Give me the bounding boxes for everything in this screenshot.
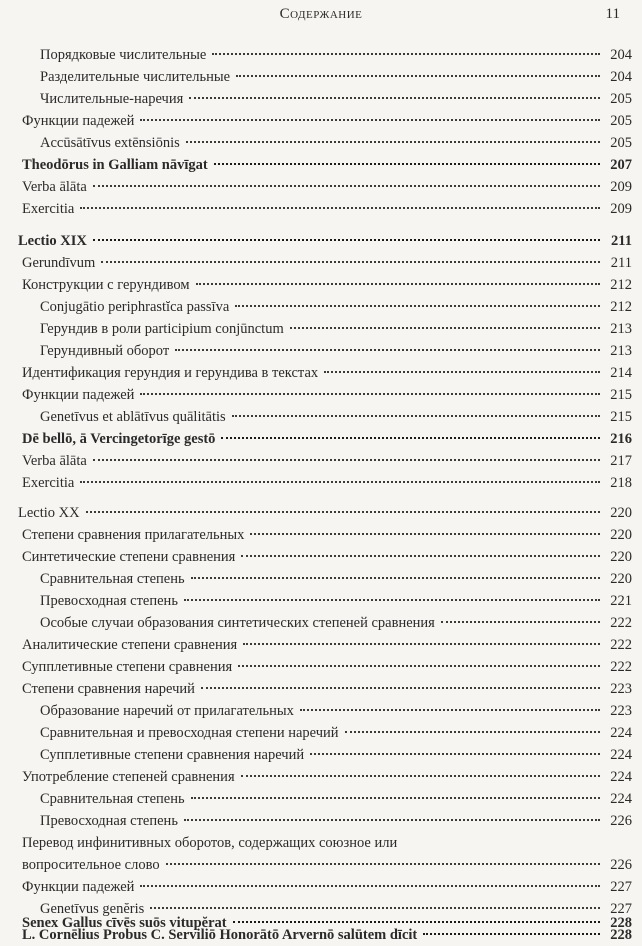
dot-leader [191,797,600,799]
toc-entry-page: 205 [610,135,632,151]
toc-entry-page: 226 [610,813,632,829]
toc-entry-title: Образование наречий от прилагательных [40,703,294,719]
toc-entry[interactable] [0,832,642,854]
toc-entry-page: 220 [610,527,632,543]
toc-entry-page: 220 [610,571,632,587]
toc-entry-title: Числительные-наречия [40,91,184,107]
toc-entry-title: Exercitia [22,475,75,491]
dot-leader [233,921,600,923]
toc-entry-title: Синтетические степени сравнения [22,549,236,565]
toc-entry-title: Степени сравнения прилагательных [22,527,245,543]
dot-leader [324,371,600,373]
toc-entry-title: Разделительные числительные [40,69,231,85]
toc-entry[interactable] [0,502,642,524]
dot-leader [423,933,600,935]
toc-entry[interactable] [0,722,642,744]
toc-entry[interactable] [0,612,642,634]
toc-entry[interactable] [0,450,642,472]
toc-entry[interactable] [0,546,642,568]
toc-entry-title: Genetīvus genĕris [40,901,145,917]
toc-entry[interactable] [0,854,642,876]
toc-entry-page: 213 [610,321,632,337]
toc-entry-page: 222 [610,659,632,675]
toc-entry[interactable] [0,590,642,612]
dot-leader [184,599,600,601]
toc-entry-page: 211 [610,255,632,271]
toc-entry-page: 224 [610,725,632,741]
dot-leader [93,185,600,187]
dot-leader [189,97,600,99]
toc-entry-title: Супплетивные степени сравнения [22,659,233,675]
toc-entry[interactable] [0,274,642,296]
dot-leader [150,907,600,909]
dot-leader [101,261,600,263]
toc-entry-title: Функции падежей [22,113,135,129]
toc-entry-page: 218 [610,475,632,491]
toc-entry[interactable] [0,678,642,700]
dot-leader [86,511,600,513]
dot-leader [80,481,600,483]
toc-entry[interactable] [0,744,642,766]
running-head-page-number: 11 [605,6,620,22]
dot-leader [184,819,600,821]
toc-entry-title: Герундив в роли participium conjūnctum [40,321,284,337]
dot-leader [191,577,600,579]
dot-leader [175,349,600,351]
dot-leader [196,283,600,285]
toc-entry-title: Verba ālāta [22,453,87,469]
toc-entry[interactable] [0,656,642,678]
toc-entry-title: вопросительное слово [22,857,160,873]
toc-entry-title: Сравнительная степень [40,791,185,807]
dot-leader [201,687,600,689]
toc-entry-page: 224 [610,769,632,785]
toc-entry[interactable] [0,296,642,318]
dot-leader [243,643,600,645]
toc-entry[interactable] [0,340,642,362]
dot-leader [310,753,600,755]
toc-entry-title: Функции падежей [22,387,135,403]
toc-entry-page: 222 [610,615,632,631]
toc-entry-page: 212 [610,299,632,315]
toc-entry-title: Сравнительная степень [40,571,185,587]
toc-entry[interactable] [0,154,642,176]
toc-entry-page: 214 [610,365,632,381]
dot-leader [236,75,600,77]
toc-entry-page: 209 [610,179,632,195]
toc-entry-title: Senex Gallus cīvēs suōs vitupĕrat [22,915,227,931]
toc-entry-page: 228 [610,915,632,931]
toc-entry[interactable] [0,428,642,450]
toc-entry[interactable] [0,810,642,832]
dot-leader [241,555,600,557]
dot-leader [250,533,600,535]
toc-entry-page: 212 [610,277,632,293]
running-head-title: Содержание [279,6,363,22]
toc-entry[interactable] [0,700,642,722]
dot-leader [238,665,600,667]
toc-entry-page: 223 [610,681,632,697]
dot-leader [80,207,600,209]
toc-entry-title: Genetīvus et ablātīvus quālitātis [40,409,226,425]
dot-leader [140,393,600,395]
toc-entry-title: Verba ālāta [22,179,87,195]
toc-entry-page: 226 [610,857,632,873]
dot-leader [166,863,600,865]
toc-entry-page: 204 [610,69,632,85]
toc-entry-title: Сравнительная и превосходная степени наречий [40,725,339,741]
toc-entry-page: 204 [610,47,632,63]
toc-entry-page: 215 [610,387,632,403]
toc-entry[interactable] [0,766,642,788]
toc-entry-title: Gerundīvum [22,255,96,271]
toc-entry-page: 205 [610,91,632,107]
toc-entry[interactable] [0,252,642,274]
toc-entry[interactable] [0,362,642,384]
toc-entry[interactable] [0,924,642,946]
toc-entry-title: Идентификация герундия и герундива в текстах [22,365,319,381]
toc-entry-page: 211 [611,233,632,249]
dot-leader [221,437,600,439]
toc-entry-title: Степени сравнения наречий [22,681,195,697]
toc-entry[interactable] [0,230,642,252]
toc-entry-title: Превосходная степень [40,593,178,609]
toc-entry-title: Dē bellō, ā Vercingetorīge gestō [22,431,216,447]
dot-leader [140,119,600,121]
toc-entry-page: 221 [610,593,632,609]
toc-entry-page: 217 [610,453,632,469]
toc-entry-title: Функции падежей [22,879,135,895]
toc-entry[interactable] [0,524,642,546]
dot-leader [212,53,600,55]
toc-entry-page: 227 [610,879,632,895]
dot-leader [93,239,600,241]
toc-entry-page: 213 [610,343,632,359]
dot-leader [186,141,600,143]
toc-entry-page: 209 [610,201,632,217]
toc-entry-title: Lectio XIX [18,233,87,249]
toc-entry-title: Порядковые числительные [40,47,207,63]
toc-entry-title: Accūsātīvus extēnsiōnis [40,135,180,151]
toc-entry[interactable] [0,110,642,132]
toc-entry-page: 222 [610,637,632,653]
toc-entry[interactable] [0,634,642,656]
toc-entry[interactable] [0,66,642,88]
toc-entry[interactable] [0,44,642,66]
toc-entry[interactable] [0,472,642,494]
dot-leader [93,459,600,461]
toc-entry-title: Конструкции с герундивом [22,277,190,293]
toc-entry-title: Употребление степеней сравнения [22,769,235,785]
toc-entry-title: Супплетивные степени сравнения наречий [40,747,305,763]
toc-entry-page: 220 [610,549,632,565]
toc-entry-title: Аналитические степени сравнения [22,637,238,653]
toc-entry[interactable] [0,132,642,154]
dot-leader [214,163,600,165]
dot-leader [232,415,600,417]
toc-entry-page: 224 [610,791,632,807]
toc-entry[interactable] [0,384,642,406]
toc-entry[interactable] [0,568,642,590]
toc-entry-title: Theodōrus in Galliam nāvīgat [22,157,208,173]
toc-entry[interactable] [0,318,642,340]
toc-entry-title: L. Cornēlius Probus C. Serviliō Honorātō Arvernō salūtem dīcit [22,927,418,943]
toc-entry-page: 216 [610,431,632,447]
toc-entry-title: Герундивный оборот [40,343,170,359]
toc-entry-page: 220 [610,505,632,521]
toc-entry-title: Перевод инфинитивных оборотов, содержащих союзное или [22,835,398,851]
toc-entry[interactable] [0,406,642,428]
toc-entry-page: 207 [610,157,632,173]
dot-leader [345,731,600,733]
dot-leader [235,305,600,307]
toc-entry[interactable] [0,176,642,198]
toc-entry-page: 215 [610,409,632,425]
dot-leader [140,885,600,887]
toc-entry[interactable] [0,198,642,220]
toc-entry[interactable] [0,876,642,898]
toc-entry-title: Exercitia [22,201,75,217]
toc-entry[interactable] [0,88,642,110]
toc-entry-page: 227 [610,901,632,917]
toc-entry[interactable] [0,788,642,810]
toc-entry-title: Conjugātio periphrastĭca passīva [40,299,230,315]
dot-leader [290,327,600,329]
toc-entry-page: 223 [610,703,632,719]
dot-leader [300,709,600,711]
toc-entry-title: Lectio XX [18,505,80,521]
dot-leader [441,621,600,623]
toc-entry-title: Особые случаи образования синтетических степеней сравнения [40,615,435,631]
toc-entry-page: 228 [610,927,632,943]
toc-entry-title: Превосходная степень [40,813,178,829]
toc-entry-page: 205 [610,113,632,129]
toc-entry-page: 224 [610,747,632,763]
dot-leader [241,775,600,777]
